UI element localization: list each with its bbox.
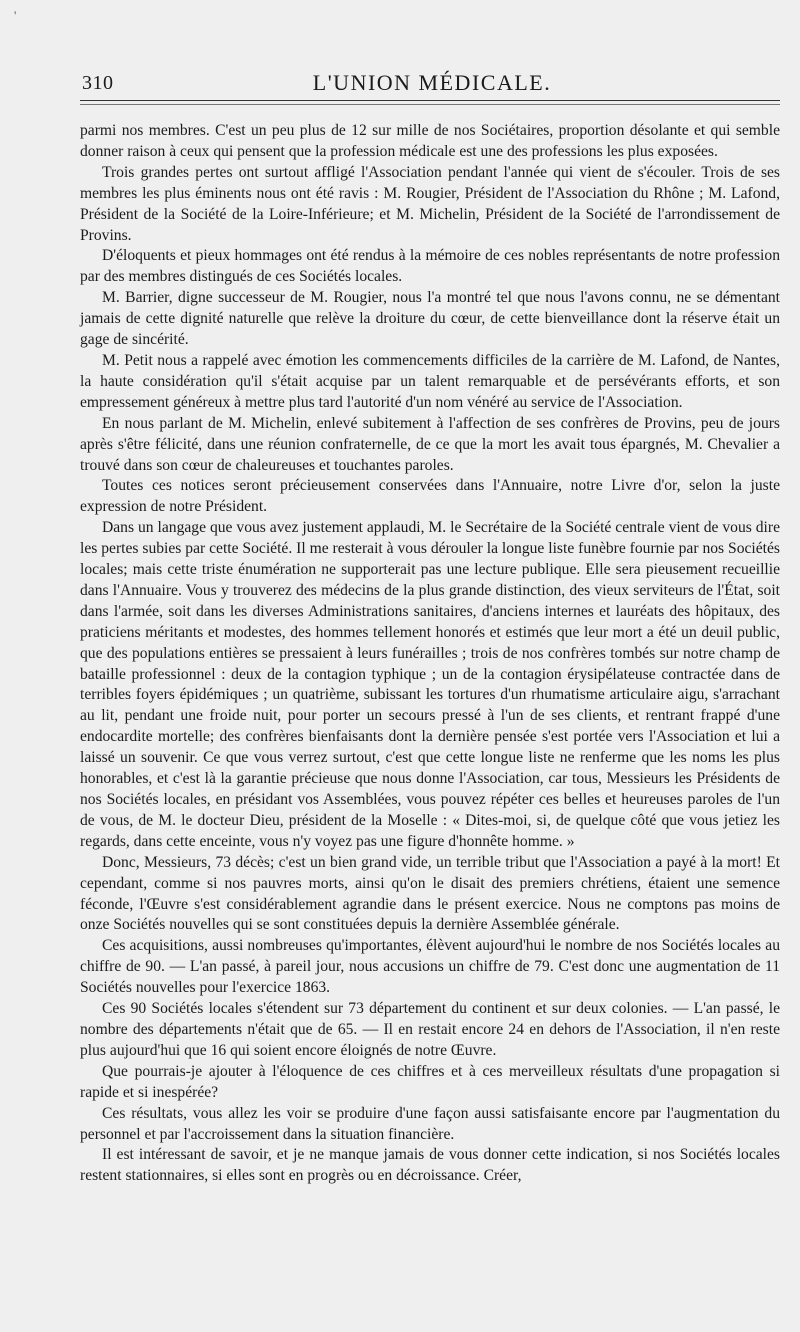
running-title: L'UNION MÉDICALE. bbox=[312, 70, 552, 95]
paragraph: Toutes ces notices seront précieusement conservées dans l'Annuaire, notre Livre d'or, selon la juste expression de notre Président. bbox=[80, 477, 780, 516]
paragraph: Il est intéressant de savoir, et je ne manque jamais de vous donner cette indication, si nos Sociétés locales restent stationnaires, si elles sont en progrès ou en décroissance. Créer, bbox=[80, 1146, 780, 1185]
corner-mark: ' bbox=[14, 8, 17, 23]
article-body bbox=[80, 121, 780, 1187]
header-rule-thin bbox=[80, 104, 780, 105]
page-number: 310 bbox=[82, 72, 114, 94]
paragraph: Donc, Messieurs, 73 décès; c'est un bien grand vide, un terrible tribut que l'Association a payé à la mort! Et cependant, comme si nos pauvres morts, ainsi qu'on le disait des premiers chrétiens, étaient une semence féconde, l'Œuvre s'est considérablement agrandie dans le présent exercice. Nous ne comptons pas moins de onze Sociétés nouvelles qui se sont constituées depuis la dernière Assemblée générale. bbox=[80, 853, 780, 934]
paragraph: M. Barrier, digne successeur de M. Rougier, nous l'a montré tel que nous l'avons connu, ne se démentant jamais de cette dignité naturelle que relève la droiture du cœur, de cette bienveillance dont la réserve était un gage de sincérité. bbox=[80, 289, 780, 349]
running-header bbox=[82, 68, 782, 98]
paragraph: Trois grandes pertes ont surtout affligé l'Association pendant l'année qui vient de s'écouler. Trois de ses membres les plus éminents nous ont été ravis : M. Rougier, Président de l'Association du Rhône ; M. Lafond, Président de la Société de la Loire-Inférieure; et M. Michelin, Président de la Société de l'arrondissement de Provins. bbox=[80, 163, 780, 244]
header-rule bbox=[80, 100, 780, 101]
paragraph: Ces 90 Sociétés locales s'étendent sur 73 département du continent et sur deux colonies. — L'an passé, le nombre des départements n'était que de 65. — Il en restait encore 24 en dehors de l'Association, il n'en reste plus aujourd'hui que 16 qui soient encore éloignés de notre Œuvre. bbox=[80, 1000, 780, 1059]
paragraph: parmi nos membres. C'est un peu plus de 12 sur mille de nos Sociétaires, proportion désolante et qui semble donner raison à ceux qui pensent que la profession médicale est une des professions les plus exposées. bbox=[80, 122, 780, 160]
paragraph: D'éloquents et pieux hommages ont été rendus à la mémoire de ces nobles représentants de notre profession par des membres distingués de ces Sociétés locales. bbox=[80, 247, 780, 286]
paragraph: Ces acquisitions, aussi nombreuses qu'importantes, élèvent aujourd'hui le nombre de nos Sociétés locales au chiffre de 90. — L'an passé, à pareil jour, nous accusions un chiffre de 79. C'est donc une augmentation de 11 Sociétés nouvelles pour l'exercice 1863. bbox=[80, 937, 780, 997]
paragraph: Ces résultats, vous allez les voir se produire d'une façon aussi satisfaisante encore par l'augmentation du personnel et par l'accroissement dans la situation financière. bbox=[80, 1104, 780, 1143]
paragraph: Que pourrais-je ajouter à l'éloquence de ces chiffres et à ces merveilleux résultats d'une propagation si rapide et si inespérée? bbox=[80, 1062, 780, 1101]
paragraph: Dans un langage que vous avez justement applaudi, M. le Secrétaire de la Société centrale vient de vous dire les pertes subies par cette Société. Il me resterait à vous dérouler la longue liste funèbre fournie par nos Sociétés locales; mais cette triste énumération ne supporterait pas une lecture publique. Elle sera pieusement recueillie dans l'Annuaire. Vous y trouverez des médecins de la plus grande distinction, des vieux serviteurs de l'État, soit dans l'armée, soit dans les diverses Administrations sanitaires, d'anciens internes et lauréats des hôpitaux, des praticiens méritants et modestes, des hommes tellement honorés et estimés que leur mort a été un deuil public, que des populations entières se pressaient à leurs funérailles ; trois de nos confrères tombés sur notre champ de bataille professionnel : deux de la contagion typhique ; un de la contagion érysipélateuse contractée dans de terribles foyers épidémiques ; un quatrième, subissant les tortures d'un rhumatisme articulaire aigu, s'arrachant au lit, pendant une froide nuit, pour porter un secours pressé à l'un de ses clients, et rentrant frappé d'une endocardite mortelle; des confrères bienfaisants dont la dernière pensée s'est portée vers l'Association et lui a laissé un souvenir. Ce que vous verrez surtout, c'est que cette longue liste ne renferme que les noms les plus honorables, et c'est là la garantie précieuse que nous donne l'Association, car tous, Messieurs les Présidents de nos Sociétés locales, en présidant vos Assemblées, vous pouvez répéter ces belles et heureuses paroles de l'un de vous, de M. le docteur Dieu, président de la Moselle : « Dites-moi, si, de quelque côté que vous jetiez les regards, dans cette enceinte, vous n'y voyez pas une figure d'honnête homme. » bbox=[80, 519, 780, 850]
paragraph: M. Petit nous a rappelé avec émotion les commencements difficiles de la carrière de M. Lafond, de Nantes, la haute considération qu'il s'était acquise par un talent remarquable et de persévérants efforts, et son empressement généreux à mettre plus tard l'autorité d'un nom vénéré au service de l'Association. bbox=[80, 351, 780, 411]
paragraph: En nous parlant de M. Michelin, enlevé subitement à l'affection de ses confrères de Provins, peu de jours après s'être félicité, dans une réunion confraternelle, de ce que la mort les avait tous épargnés, M. Chevalier a trouvé dans son cœur de chaleureuses et touchantes paroles. bbox=[80, 414, 780, 474]
